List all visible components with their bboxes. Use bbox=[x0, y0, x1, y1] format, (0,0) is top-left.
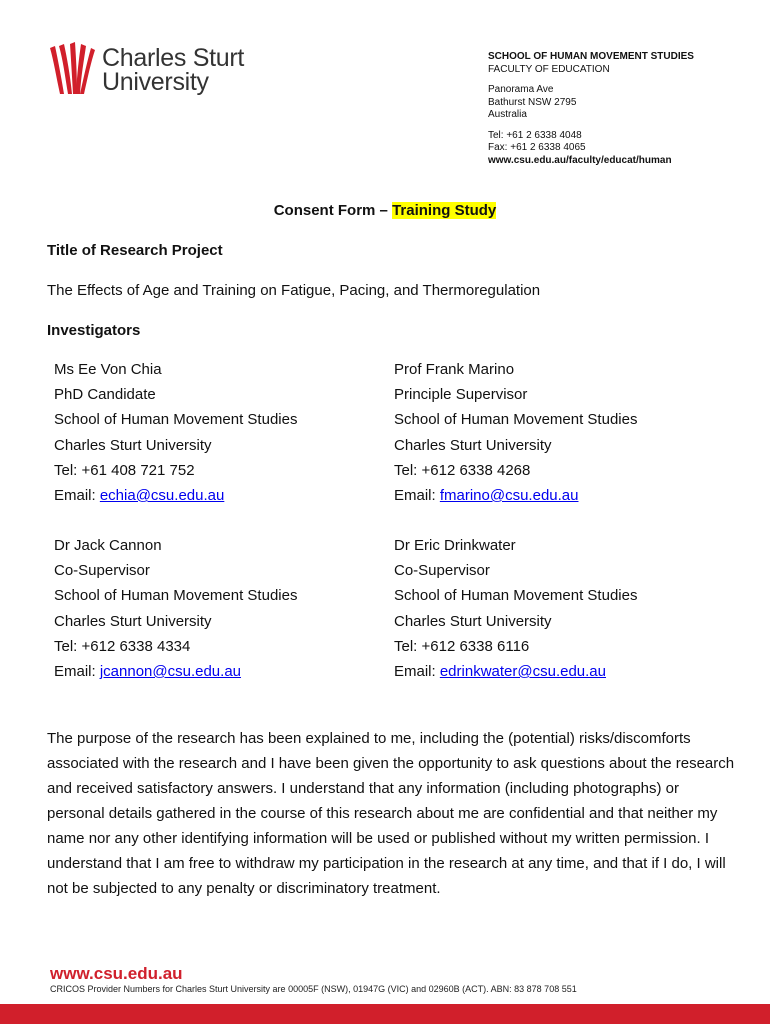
email-label: Email: bbox=[394, 662, 440, 680]
form-title-prefix: Consent Form – bbox=[273, 202, 393, 219]
address-fax: Fax: +61 2 6338 4065 bbox=[488, 142, 586, 153]
investigator-email-link[interactable]: edrinkwater@csu.edu.au bbox=[439, 662, 606, 680]
faculty-name: FACULTY OF EDUCATION bbox=[488, 63, 610, 75]
investigator-card bbox=[54, 357, 297, 508]
investigator-school: School of Human Movement Studies bbox=[54, 411, 298, 429]
investigator-name: Ms Ee Von Chia bbox=[54, 361, 162, 378]
footer-url: www.csu.edu.au bbox=[50, 964, 183, 983]
project-title: The Effects of Age and Training on Fatigue, Pacing, and Thermoregulation bbox=[47, 282, 541, 299]
investigator-tel: Tel: +612 6338 4334 bbox=[54, 637, 191, 655]
investigator-card bbox=[54, 533, 297, 684]
investigator-email-link[interactable]: echia@csu.edu.au bbox=[99, 486, 225, 504]
consent-purpose-paragraph: The purpose of the research has been explained to me, including the (potential) risks/discomforts associated with the research and I have been given the opportunity to ask questions about the research and received satisfactory answers. I understand that any information (including photographs) or personal details gathered in the course of this research about me are confidential and that neither my name nor any other identifying information will be used or published without my written permission. I understand that I am free to withdraw my participation in the research at any time, and that if I do, I will not be subjected to any penalty or discriminatory treatment. bbox=[47, 730, 735, 897]
investigator-tel: Tel: +612 6338 4268 bbox=[394, 461, 531, 479]
investigator-role: Co-Supervisor bbox=[394, 562, 490, 580]
address-city: Bathurst NSW 2795 bbox=[488, 96, 577, 108]
investigator-school: School of Human Movement Studies bbox=[394, 411, 638, 429]
university-logo bbox=[46, 42, 256, 98]
investigator-email-link[interactable]: jcannon@csu.edu.au bbox=[99, 662, 242, 680]
logo-text-line1: Charles Sturt bbox=[102, 44, 244, 72]
footer-cricos: CRICOS Provider Numbers for Charles Sturt University are 00005F (NSW), 01947G (VIC) and 02960B (ACT). ABN: 83 878 708 551 bbox=[50, 984, 577, 994]
investigator-card bbox=[394, 357, 637, 508]
investigator-university: Charles Sturt University bbox=[394, 436, 552, 454]
address-block bbox=[488, 51, 694, 167]
csu-logo-mark-icon bbox=[46, 42, 96, 96]
investigator-tel: Tel: +612 6338 6116 bbox=[394, 637, 530, 655]
investigator-role: PhD Candidate bbox=[54, 386, 156, 404]
investigator-school: School of Human Movement Studies bbox=[54, 587, 298, 605]
email-label: Email: bbox=[394, 486, 440, 504]
investigator-email-link[interactable]: fmarino@csu.edu.au bbox=[439, 486, 579, 504]
investigators-heading: Investigators bbox=[47, 322, 141, 339]
footer-red-bar bbox=[0, 1004, 770, 1024]
investigator-role: Principle Supervisor bbox=[394, 386, 528, 404]
investigator-university: Charles Sturt University bbox=[54, 612, 212, 630]
investigator-email-row bbox=[394, 483, 637, 508]
investigator-role: Co-Supervisor bbox=[54, 562, 150, 580]
investigator-email-row bbox=[54, 659, 297, 684]
investigator-email-row bbox=[394, 659, 637, 684]
investigator-university: Charles Sturt University bbox=[394, 612, 552, 630]
school-name: SCHOOL OF HUMAN MOVEMENT STUDIES bbox=[488, 51, 694, 62]
investigator-name: Dr Eric Drinkwater bbox=[394, 537, 516, 554]
investigator-email-row bbox=[54, 483, 297, 508]
address-web: www.csu.edu.au/faculty/educat/human bbox=[488, 154, 672, 166]
project-title-heading: Title of Research Project bbox=[47, 242, 223, 259]
investigator-university: Charles Sturt University bbox=[54, 436, 212, 454]
investigator-tel: Tel: +61 408 721 752 bbox=[54, 461, 195, 479]
address-tel: Tel: +61 2 6338 4048 bbox=[488, 129, 582, 141]
address-street: Panorama Ave bbox=[488, 84, 554, 95]
investigator-school: School of Human Movement Studies bbox=[394, 587, 638, 605]
investigator-name: Prof Frank Marino bbox=[394, 361, 515, 378]
form-title bbox=[0, 202, 770, 219]
investigator-card bbox=[394, 533, 637, 684]
investigator-name: Dr Jack Cannon bbox=[54, 537, 162, 554]
email-label: Email: bbox=[54, 486, 100, 504]
email-label: Email: bbox=[54, 662, 100, 680]
form-title-highlight: Training Study bbox=[392, 202, 497, 219]
logo-text-line2: University bbox=[102, 68, 209, 96]
address-country: Australia bbox=[488, 109, 527, 120]
